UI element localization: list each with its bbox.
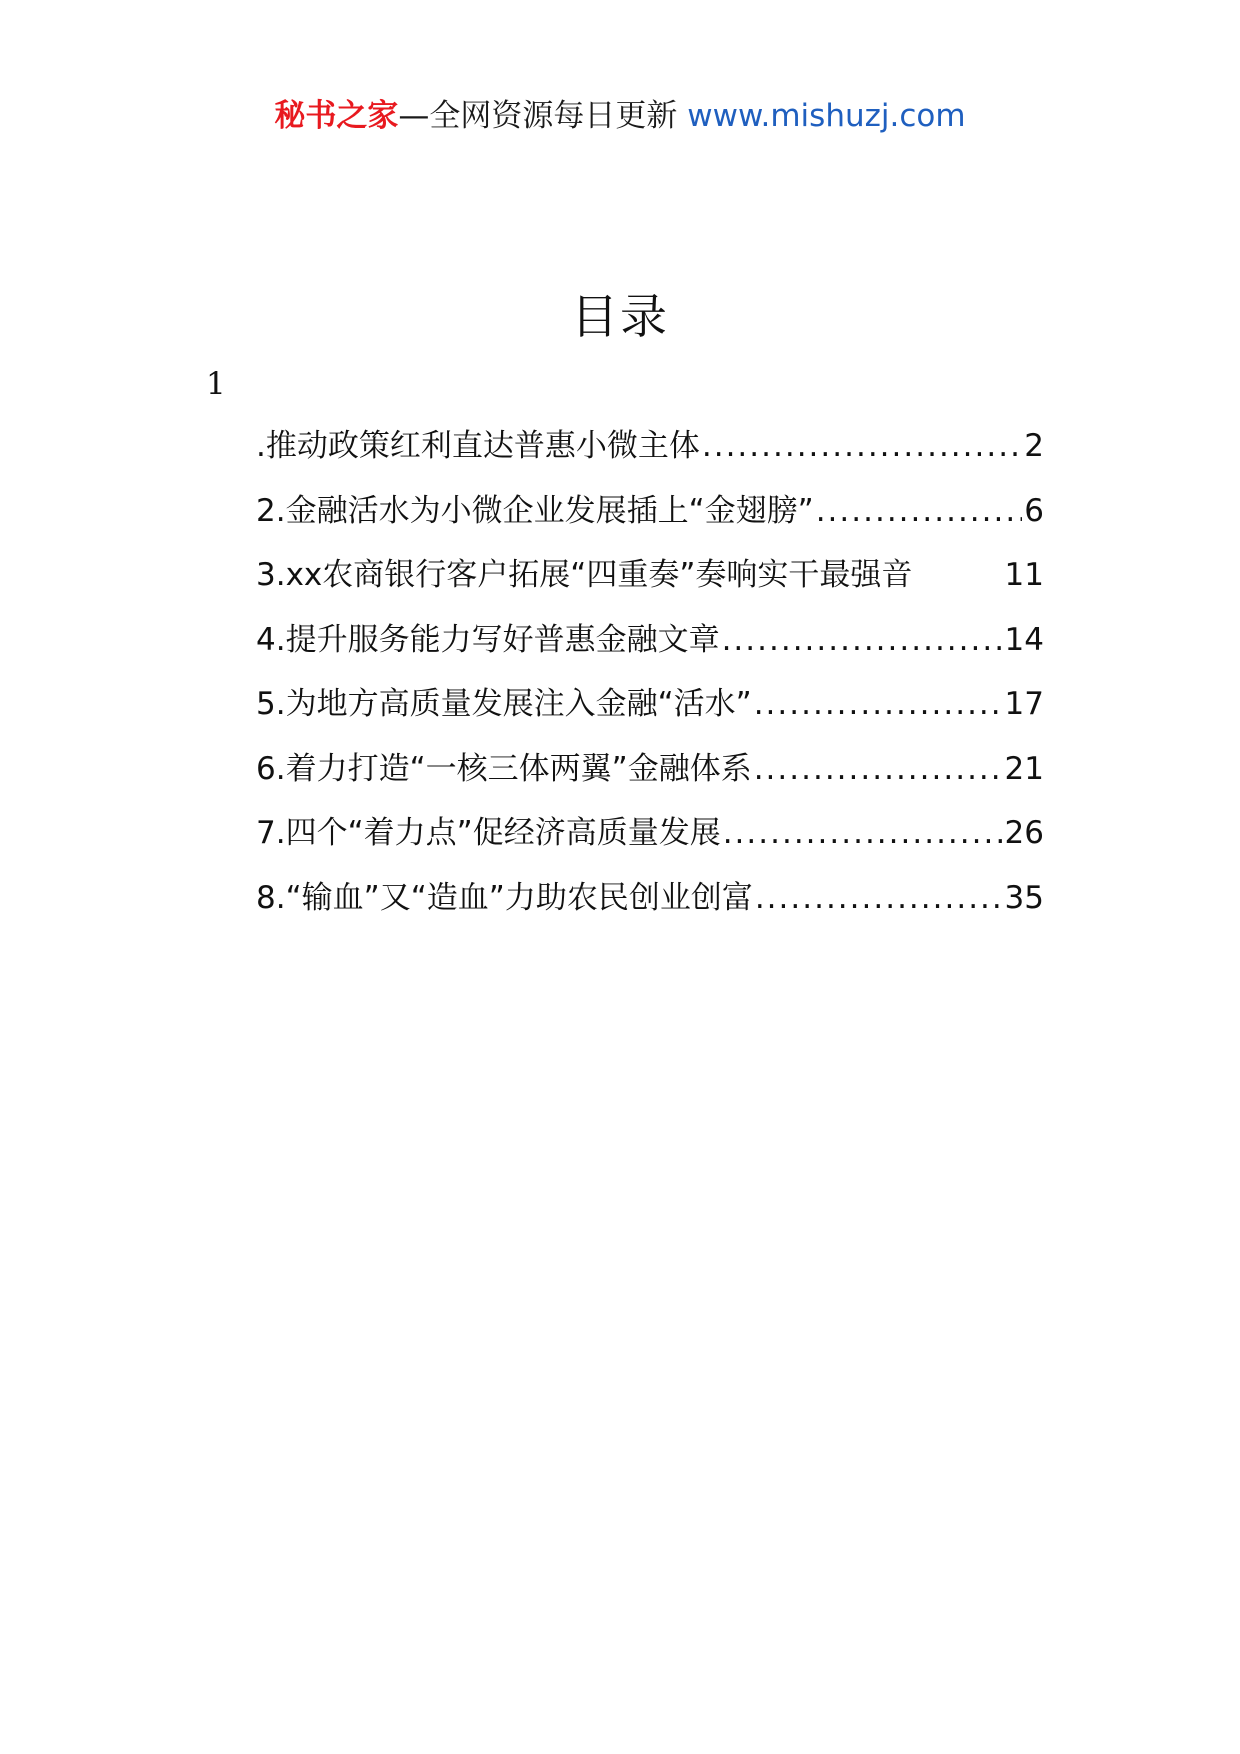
toc-entry-number: 2. bbox=[256, 492, 286, 529]
toc-entry-number: 4. bbox=[256, 621, 286, 658]
toc-entry-3[interactable] bbox=[256, 555, 1044, 620]
toc-entry-label: xx农商银行客户拓展“四重奏”奏响实干最强音 bbox=[285, 557, 913, 593]
table-of-contents bbox=[256, 426, 1044, 942]
toc-entry-number: 6. bbox=[256, 750, 286, 787]
page-title: 目录 bbox=[571, 290, 669, 345]
toc-entry-6[interactable] bbox=[256, 749, 1044, 814]
toc-entry-label: 四个“着力点”促经济高质量发展 bbox=[285, 815, 721, 851]
toc-entry-page: 21 bbox=[1004, 750, 1044, 787]
dot-leader bbox=[723, 813, 1003, 853]
toc-entry-2[interactable] bbox=[256, 491, 1044, 556]
site-url-link[interactable]: www.mishuzj.com bbox=[687, 98, 966, 134]
site-header bbox=[0, 96, 1240, 136]
toc-entry-page: 17 bbox=[1004, 686, 1044, 722]
toc-entry-label: “输血”又“造血”力助农民创业创富 bbox=[285, 879, 753, 916]
toc-entry-7[interactable] bbox=[256, 813, 1044, 878]
dot-leader bbox=[754, 749, 1003, 789]
toc-entry-8[interactable] bbox=[256, 878, 1044, 943]
dot-leader bbox=[755, 878, 1003, 918]
toc-entry-label: .推动政策红利直达普惠小微主体 bbox=[256, 428, 700, 464]
toc-entry-1[interactable] bbox=[256, 426, 1044, 491]
brand-name: 秘书之家 bbox=[274, 98, 399, 134]
toc-entry-number: 8. bbox=[256, 879, 286, 916]
toc-entry-number: 7. bbox=[256, 815, 286, 851]
toc-entry-page: 26 bbox=[1004, 815, 1044, 851]
toc-entry-label: 金融活水为小微企业发展插上“金翅膀” bbox=[285, 492, 814, 529]
toc-entry-label: 为地方高质量发展注入金融“活水” bbox=[285, 686, 752, 722]
dot-leader bbox=[722, 620, 1003, 660]
header-slogan: —全网资源每日更新 bbox=[398, 98, 678, 134]
dot-leader bbox=[754, 684, 1003, 724]
toc-entry-page: 11 bbox=[1004, 557, 1044, 593]
toc-entry-page: 2 bbox=[1024, 428, 1044, 464]
dot-leader bbox=[702, 426, 1022, 466]
stray-page-number: 1 bbox=[206, 366, 226, 402]
toc-entry-page: 35 bbox=[1004, 879, 1044, 916]
toc-entry-5[interactable] bbox=[256, 684, 1044, 749]
toc-entry-label: 提升服务能力写好普惠金融文章 bbox=[285, 621, 720, 658]
toc-entry-number: 3. bbox=[256, 557, 286, 593]
toc-entry-page: 6 bbox=[1024, 492, 1044, 529]
toc-entry-number: 5. bbox=[256, 686, 286, 722]
toc-entry-label: 着力打造“一核三体两翼”金融体系 bbox=[285, 750, 752, 787]
toc-entry-page: 14 bbox=[1004, 621, 1044, 658]
dot-leader bbox=[816, 491, 1023, 531]
toc-entry-4[interactable] bbox=[256, 620, 1044, 685]
